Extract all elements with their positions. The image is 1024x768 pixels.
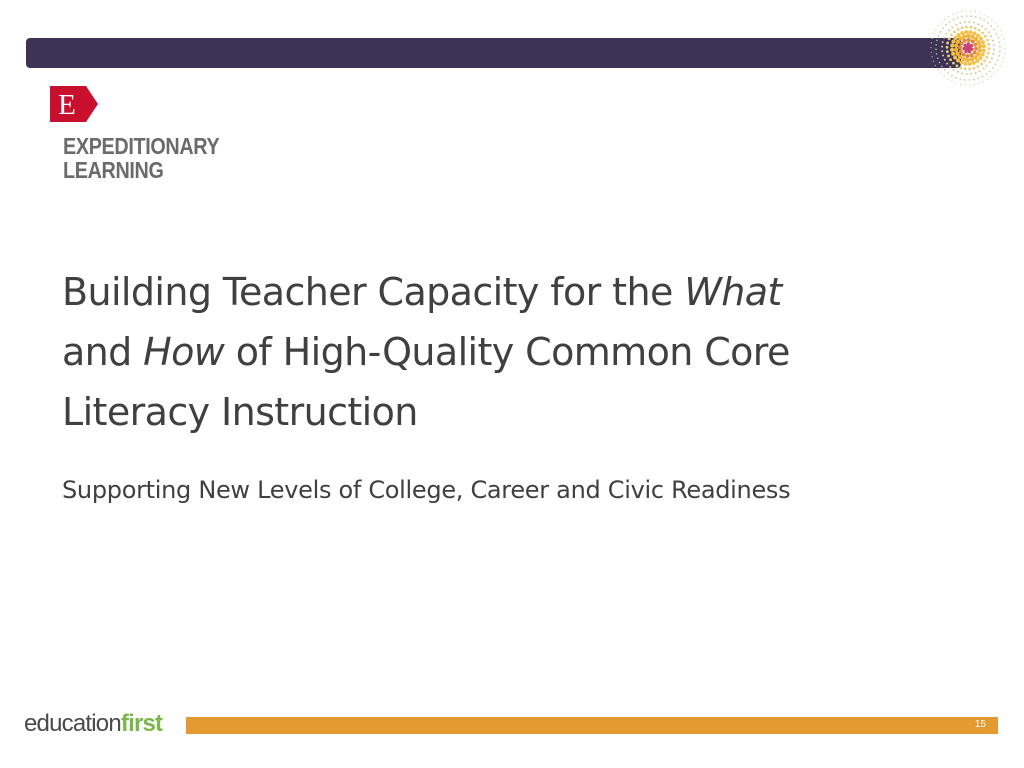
sunburst-dot: [985, 56, 988, 59]
sunburst-dot: [974, 47, 978, 51]
sunburst-dot: [973, 79, 975, 81]
sunburst-dot: [975, 16, 977, 18]
sunburst-dot: [993, 29, 995, 31]
sunburst-dot: [936, 53, 938, 55]
sunburst-dot: [962, 47, 965, 50]
sunburst-dot: [952, 14, 953, 15]
sunburst-dot: [974, 84, 975, 85]
title-part-1: Building Teacher Capacity for the: [62, 270, 685, 314]
sunburst-dot: [963, 39, 967, 43]
bottom-color-band: [186, 717, 998, 734]
sunburst-dot: [999, 41, 1001, 43]
sunburst-dot: [962, 34, 966, 38]
sunburst-dot: [991, 76, 992, 77]
sunburst-dot: [968, 62, 972, 66]
title-part-3: of High-Quality Common Core Literacy Instruction: [62, 330, 790, 434]
sunburst-dot: [978, 29, 981, 32]
sunburst-dot: [973, 51, 977, 55]
sunburst-dot: [999, 46, 1001, 48]
sunburst-dot: [946, 42, 949, 45]
slide-subtitle: Supporting New Levels of College, Career and Civic Readiness: [62, 476, 791, 504]
sunburst-dot: [951, 26, 953, 28]
sunburst-dot: [970, 73, 972, 75]
sunburst-dot: [967, 42, 970, 45]
education-first-logo: [24, 709, 162, 739]
sunburst-dot: [953, 55, 957, 59]
sunburst-dot: [970, 44, 973, 47]
title-part-2: and: [62, 330, 144, 374]
sunburst-dot: [987, 79, 988, 80]
sunburst-dot: [1002, 61, 1003, 62]
sunburst-dot: [979, 18, 981, 20]
sunburst-dot: [970, 57, 974, 61]
sunburst-dot: [946, 63, 948, 65]
sunburst-dot: [968, 68, 971, 71]
sunburst-dot: [975, 11, 976, 12]
sunburst-dot: [945, 24, 947, 26]
sunburst-dot: [970, 47, 973, 50]
sunburst-dot: [987, 52, 990, 55]
sunburst-dot: [993, 44, 995, 46]
sunburst-dot: [964, 79, 966, 81]
slide-title: [62, 262, 942, 442]
sunburst-dot: [941, 46, 943, 48]
sunburst-dot: [951, 40, 955, 44]
sunburst-dot: [959, 41, 963, 45]
sunburst-dot: [973, 22, 975, 24]
sunburst-dot: [949, 21, 951, 23]
sunburst-dot: [983, 20, 985, 22]
slide-number: 15: [974, 719, 986, 730]
sunburst-dot: [983, 60, 986, 63]
sunburst-dot: [957, 28, 960, 31]
sunburst-dot: [988, 47, 991, 50]
sunburst-dot: [998, 55, 1000, 57]
sunburst-dot: [998, 26, 999, 27]
sunburst-dot: [963, 44, 966, 47]
sunburst-dot: [988, 16, 989, 17]
sunburst-dot: [949, 58, 952, 61]
top-color-band: [26, 38, 961, 68]
sunburst-dot: [933, 61, 934, 62]
sunburst-dot: [946, 50, 949, 53]
sunburst-dot: [986, 73, 988, 75]
sunburst-dot: [935, 29, 936, 30]
sunburst-dot: [935, 65, 936, 66]
sunburst-dot: [961, 16, 963, 18]
sunburst-dot: [951, 81, 952, 82]
sunburst-dot: [978, 78, 980, 80]
sunburst-dot: [931, 42, 932, 43]
sunburst-dot: [941, 66, 943, 68]
sunburst-dot: [984, 35, 987, 38]
sunburst-dot: [999, 50, 1001, 52]
sunburst-dot: [942, 41, 944, 43]
sunburst-dot: [957, 71, 959, 73]
sunburst-dot: [947, 78, 948, 79]
sunburst-dot: [979, 37, 983, 41]
sunburst-dot: [931, 56, 932, 57]
sunburst-dot: [990, 25, 992, 27]
sunburst-dot: [964, 67, 967, 70]
sunburst-dot: [975, 72, 977, 74]
sunburst-dot: [995, 22, 996, 23]
sunburst-dot: [975, 59, 979, 63]
sunburst-dot: [1000, 66, 1001, 67]
sunburst-dot: [979, 12, 980, 13]
title-emphasis-what: What: [684, 270, 782, 314]
sunburst-dot: [960, 84, 961, 85]
sunburst-dot: [941, 50, 943, 52]
sunburst-dot: [982, 44, 986, 48]
sunburst-dot: [938, 35, 940, 37]
sunburst-dot: [959, 78, 961, 80]
sunburst-dot: [943, 37, 945, 39]
sunburst-dot: [978, 44, 982, 48]
sunburst-dot: [968, 21, 970, 23]
sunburst-dot: [972, 31, 976, 35]
sunburst-dot: [940, 31, 942, 33]
sunburst-dot: [981, 31, 984, 34]
sunburst-dot: [956, 12, 957, 13]
sunburst-dot: [947, 72, 949, 74]
sunburst-dot: [941, 22, 942, 23]
sunburst-dot: [987, 22, 989, 24]
sunburst-dot: [969, 53, 973, 57]
sunburst-dot: [961, 26, 964, 29]
sunburst-dot: [942, 55, 944, 57]
sunburst-dot: [931, 52, 932, 53]
sunburst-dots-icon: [928, 8, 1008, 88]
sunburst-dot: [988, 31, 990, 33]
sunburst-dot: [966, 34, 970, 38]
sunburst-dot: [969, 79, 971, 81]
sunburst-dot: [950, 48, 954, 52]
sunburst-dot: [944, 19, 945, 20]
sunburst-dot: [970, 26, 973, 29]
sunburst-dot: [935, 44, 937, 46]
sunburst-dot: [932, 38, 933, 39]
sunburst-dot: [966, 15, 968, 17]
sunburst-dot: [959, 66, 962, 69]
sunburst-dot: [976, 52, 980, 56]
sunburst-dot: [976, 40, 980, 44]
sunburst-dot: [993, 48, 995, 50]
sunburst-dot: [974, 27, 977, 30]
sunburst-dot: [968, 30, 972, 34]
sunburst-dot: [981, 25, 983, 27]
sunburst-dot: [950, 44, 954, 48]
sunburst-dot: [948, 37, 951, 40]
sunburst-dot: [991, 19, 992, 20]
sunburst-dot: [948, 16, 949, 17]
sunburst-dot: [996, 33, 998, 35]
sunburst-dot: [989, 70, 991, 72]
sunburst-dot: [969, 84, 970, 85]
sunburst-dot: [989, 61, 991, 63]
sunburst-dot: [1003, 39, 1004, 40]
sunburst-dot: [951, 52, 955, 56]
sunburst-dot: [954, 43, 958, 47]
sunburst-dot: [935, 49, 937, 51]
expeditionary-learning-logo: [50, 86, 230, 196]
sunburst-dot: [936, 39, 938, 41]
sunburst-dot: [1004, 52, 1005, 53]
sunburst-dot: [956, 82, 957, 83]
sunburst-dot: [984, 14, 985, 15]
sunburst-dot: [955, 64, 958, 67]
sunburst-dot: [942, 27, 944, 29]
sunburst-dot: [961, 11, 962, 12]
sunburst-dot: [955, 52, 959, 56]
sunburst-dot: [955, 24, 957, 26]
sunburst-dot: [990, 35, 992, 37]
sunburst-dot: [937, 58, 939, 60]
sunburst-dot: [994, 73, 995, 74]
sunburst-dot: [950, 34, 953, 37]
sunburst-dot: [992, 53, 994, 55]
sunburst-dot: [955, 77, 957, 79]
sunburst-dot: [966, 10, 967, 11]
sunburst-dot: [998, 37, 1000, 39]
sunburst-dot: [982, 76, 984, 78]
sunburst-dot: [977, 23, 979, 25]
sunburst-dot: [983, 81, 984, 82]
sunburst-dot: [983, 68, 985, 70]
sunburst-dot: [967, 38, 971, 42]
sunburst-dot: [964, 21, 966, 23]
sunburst-dot: [971, 39, 975, 43]
sunburst-dot: [930, 47, 931, 48]
el-logo-wordmark: [63, 134, 219, 182]
sunburst-dot: [965, 58, 969, 62]
sunburst-dot: [944, 59, 946, 61]
sunburst-dot: [951, 75, 953, 77]
sunburst-dot: [954, 36, 958, 40]
sunburst-dot: [952, 62, 955, 65]
sunburst-dot: [933, 33, 934, 34]
sunburst-dot: [986, 65, 988, 67]
sunburst-dot: [960, 31, 964, 35]
el-logo-mark: [50, 86, 98, 122]
sunburst-dot: [1004, 48, 1005, 49]
sunburst-dot: [978, 83, 979, 84]
sunburst-dot: [947, 54, 950, 57]
sunburst-dot: [978, 48, 982, 52]
sunburst-dot: [937, 69, 938, 70]
sunburst-dot: [970, 11, 971, 12]
sunburst-dot: [985, 28, 987, 30]
sunburst-dot: [946, 46, 949, 49]
sunburst-dot: [948, 29, 950, 31]
sunburst-dot: [954, 48, 958, 52]
sunburst-dot: [960, 61, 964, 65]
el-logo-line-1: EXPEDITIONARY: [63, 133, 220, 159]
logo-first-text: first: [120, 710, 163, 737]
sunburst-dot: [992, 67, 994, 69]
sunburst-dot: [961, 53, 965, 57]
el-logo-line-2: LEARNING: [63, 157, 164, 183]
sunburst-dot: [981, 40, 985, 44]
sunburst-dot: [965, 26, 968, 29]
sunburst-dot: [978, 56, 982, 60]
sunburst-dot: [979, 70, 981, 72]
sunburst-dot: [958, 45, 962, 49]
sunburst-dot: [956, 58, 960, 62]
sunburst-dot: [953, 19, 955, 21]
sunburst-dot: [959, 22, 961, 24]
sunburst-dot: [966, 73, 968, 75]
sunburst-dot: [964, 50, 967, 53]
sunburst-dot: [953, 31, 956, 34]
sunburst-dot: [957, 33, 961, 37]
sunburst-dot: [976, 65, 979, 68]
sunburst-dot: [944, 69, 946, 71]
sunburst-dot: [965, 54, 969, 58]
sunburst-dot: [982, 48, 986, 52]
sunburst-dot: [965, 84, 966, 85]
sunburst-dot: [981, 52, 985, 56]
sunburst-dot: [995, 63, 997, 65]
sunburst-dot: [972, 61, 976, 65]
sunburst-dot: [940, 72, 941, 73]
sunburst-dot: [980, 63, 983, 66]
sunburst-dot: [939, 62, 941, 64]
logo-education-text: education: [24, 710, 121, 737]
sunburst-dot: [987, 43, 990, 46]
sunburst-dot: [943, 76, 944, 77]
sunburst-dot: [949, 66, 951, 68]
sunburst-dot: [970, 15, 972, 17]
sunburst-dot: [1004, 43, 1005, 44]
title-emphasis-how: How: [143, 330, 225, 374]
sunburst-dot: [992, 39, 994, 41]
sunburst-dot: [957, 17, 959, 19]
sunburst-dot: [964, 30, 968, 34]
sunburst-dot: [986, 39, 989, 42]
sunburst-dot: [968, 50, 971, 53]
el-logo-letter: E: [58, 89, 76, 121]
sunburst-dot: [1000, 30, 1001, 31]
sunburst-dot: [1002, 34, 1003, 35]
sunburst-dot: [972, 67, 975, 70]
sunburst-dot: [953, 69, 955, 71]
sunburst-dot: [938, 25, 939, 26]
sunburst-dot: [997, 59, 999, 61]
sunburst-dot: [945, 33, 947, 35]
sunburst-dot: [997, 70, 998, 71]
sunburst-dot: [976, 34, 980, 38]
sunburst-dot: [991, 57, 993, 59]
sunburst-dot: [964, 62, 968, 66]
sunburst-dot: [1003, 57, 1004, 58]
sunburst-dot: [961, 72, 963, 74]
